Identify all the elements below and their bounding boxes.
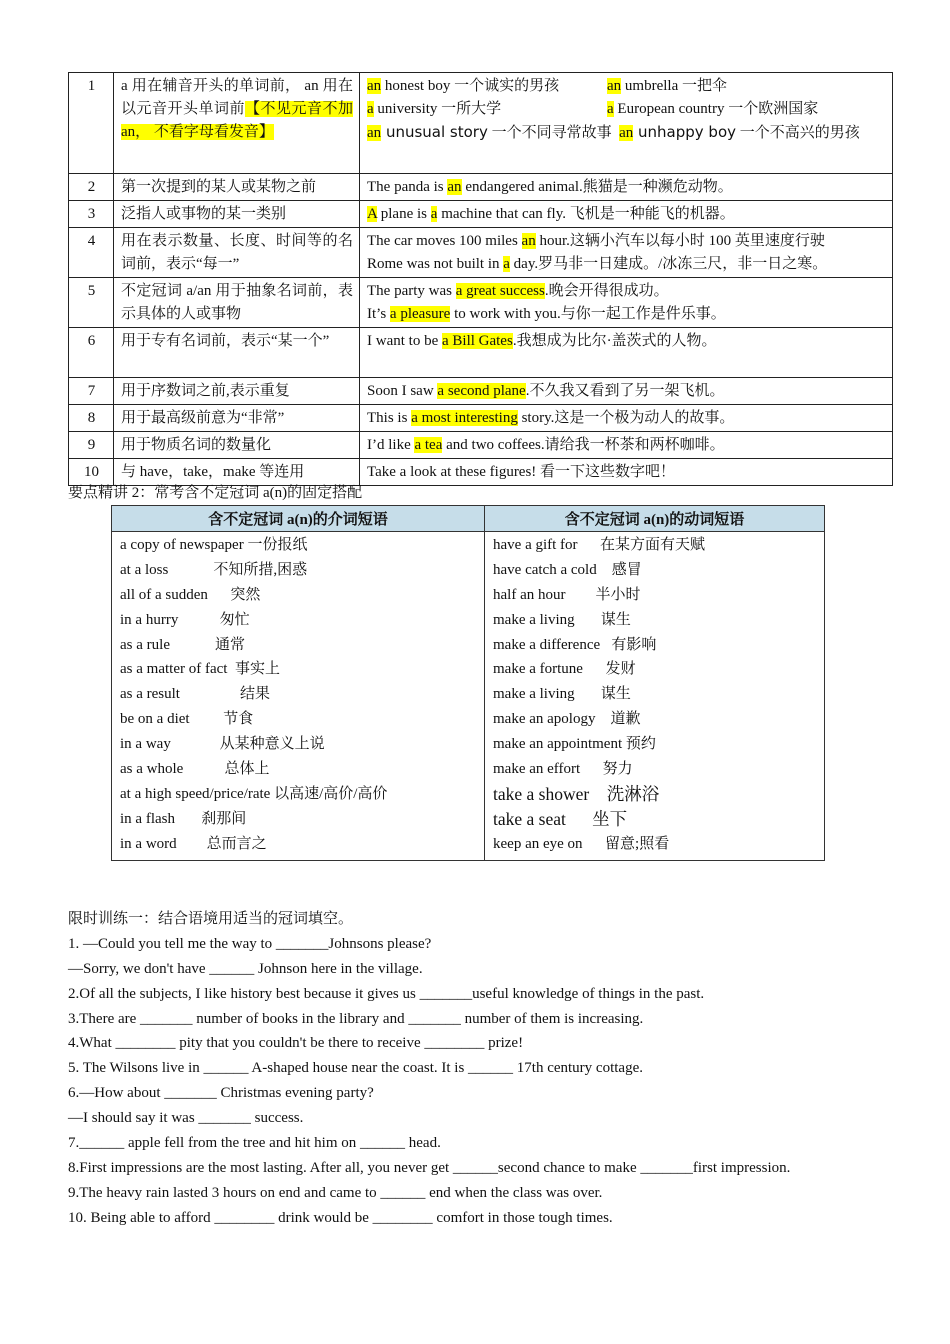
usage-rule-highlight: 【不见元音不加 an， 不看字母看发音】: [121, 101, 353, 140]
prepositional-phrase-list: [112, 532, 485, 861]
example-text: machine that can fly. 飞机是一种能飞的机器。: [437, 206, 735, 222]
example-text: honest boy 一个诚实的男孩: [381, 78, 560, 94]
fixed-phrase-table: [111, 505, 825, 861]
list-item: a copy of newspaper 一份报纸: [120, 537, 308, 553]
usage-rule: 用于序数词之前,表示重复: [114, 378, 360, 405]
example-text: .我想成为比尔·盖茨式的人物。: [512, 333, 717, 349]
exercise-item: —Sorry, we don't have ______ Johnson here in the village.: [68, 960, 423, 977]
list-item: take a shower 洗淋浴: [493, 783, 660, 804]
highlighted-phrase: a great success: [455, 283, 545, 299]
exercise-item: 5. The Wilsons live in ______ A-shaped house near the coast. It is ______ 17th century cottage.: [68, 1060, 643, 1077]
list-item: in a hurry 匆忙: [120, 611, 250, 628]
example-text: day.罗马非一日建成。/冰冻三尺，非一日之寒。: [509, 256, 828, 272]
row-number: 4: [69, 228, 114, 278]
usage-example: [360, 174, 893, 201]
list-item: in a way 从某种意义上说: [120, 736, 325, 753]
usage-example: [360, 328, 893, 378]
list-item: as a result 结果: [120, 686, 270, 703]
exercise-item: 10. Being able to afford ________ drink would be ________ comfort in those tough times.: [68, 1209, 613, 1226]
example-text: European country 一个欧洲国家: [613, 101, 819, 117]
usage-example: [360, 378, 893, 405]
table-row: [69, 73, 893, 174]
list-item: half an hour 半小时: [493, 586, 641, 603]
example-text: to work with you.与你一起工作是件乐事。: [450, 306, 726, 322]
list-item: be on a diet 节食: [120, 711, 254, 728]
list-item: have catch a cold 感冒: [493, 561, 642, 578]
table-row: [69, 405, 893, 432]
verb-phrase-list: [485, 532, 825, 861]
highlighted-article: A: [367, 206, 378, 222]
column-header: 含不定冠词 a(n)的介词短语: [112, 506, 485, 532]
example-text: The panda is: [367, 179, 448, 195]
usage-example: [360, 73, 893, 174]
example-text: This is: [367, 410, 412, 426]
row-number: 2: [69, 174, 114, 201]
example-text: 一个不同寻常故事: [487, 125, 612, 141]
usage-example: Take a look at these figures! 看一下这些数字吧！: [360, 459, 893, 486]
row-number: 3: [69, 201, 114, 228]
highlighted-phrase: a most interesting: [411, 410, 518, 426]
list-item: at a loss 不知所措,困惑: [120, 561, 308, 578]
example-text: Soon I saw: [367, 383, 438, 399]
example-text: The party was: [367, 283, 456, 299]
list-item: in a word 总而言之: [120, 835, 267, 852]
exercise-item: 9.The heavy rain lasted 3 hours on end and came to ______ end when the class was over.: [68, 1184, 603, 1201]
highlighted-article: an: [367, 78, 382, 94]
article-usage-table: [68, 72, 893, 486]
exercise-section: [68, 907, 908, 1231]
usage-rule-text: a 用在辅音开头的单词前， an 用在以元音开头单词前: [121, 78, 353, 117]
usage-example: [360, 432, 893, 459]
list-item: make a living 谋生: [493, 686, 631, 703]
highlighted-phrase: a Bill Gates: [441, 333, 513, 349]
highlighted-phrase: a pleasure: [389, 306, 451, 322]
example-text: story.这是一个极为动人的故事。: [517, 410, 735, 426]
exercise-item: —I should say it was _______ success.: [68, 1110, 304, 1127]
list-item: as a rule 通常: [120, 636, 245, 653]
list-item: in a flash 刹那间: [120, 810, 247, 827]
example-text: umbrella 一把伞: [621, 78, 727, 94]
usage-rule: 与 have，take，make 等连用: [114, 459, 360, 486]
row-number: 9: [69, 432, 114, 459]
table-row: [69, 378, 893, 405]
example-text: Rome was not built in: [367, 256, 504, 272]
usage-rule: 用于最高级前意为“非常”: [114, 405, 360, 432]
example-word: unusual story: [381, 123, 488, 141]
list-item: as a whole 总体上: [120, 761, 270, 778]
example-text: university 一所大学: [373, 101, 502, 117]
table-row: [69, 201, 893, 228]
table-row: [69, 328, 893, 378]
example-text: hour.这辆小汽车以每小时 100 英里速度行驶: [535, 233, 825, 249]
highlighted-article: a: [607, 101, 614, 117]
row-number: 10: [69, 459, 114, 486]
example-text: .不久我又看到了另一架飞机。: [525, 383, 725, 399]
example-text: I want to be: [367, 333, 442, 349]
usage-rule: 泛指人或事物的某一类别: [114, 201, 360, 228]
exercise-title: 限时训练一：结合语境用适当的冠词填空。: [68, 911, 354, 927]
highlighted-article: a: [367, 101, 374, 117]
list-item: at a high speed/price/rate 以高速/高价/高价: [120, 785, 388, 802]
column-header: 含不定冠词 a(n)的动词短语: [485, 506, 825, 532]
usage-example: [360, 278, 893, 328]
list-item: make an appointment 预约: [493, 736, 656, 753]
row-number: 8: [69, 405, 114, 432]
highlighted-article: an: [521, 233, 536, 249]
exercise-item: 6.—How about _______ Christmas evening party?: [68, 1085, 374, 1102]
exercise-item: 3.There are _______ number of books in the library and _______ number of them is increasing.: [68, 1010, 644, 1027]
usage-example: [360, 201, 893, 228]
usage-rule: 第一次提到的某人或某物之前: [114, 174, 360, 201]
highlighted-article: an: [367, 125, 382, 141]
table-row: [69, 432, 893, 459]
row-number: 5: [69, 278, 114, 328]
list-item: make an apology 道歉: [493, 711, 641, 728]
highlighted-article: an: [619, 125, 634, 141]
highlighted-article: a: [503, 256, 510, 272]
table-row: [112, 532, 825, 861]
list-item: make a living 谋生: [493, 611, 631, 628]
example-text: The car moves 100 miles: [367, 233, 522, 249]
usage-rule: 用于专有名词前，表示“某一个”: [114, 328, 360, 378]
exercise-item: 2.Of all the subjects, I like history best because it gives us _______useful knowledge of things in the past.: [68, 985, 705, 1002]
list-item: make a fortune 发财: [493, 661, 636, 678]
row-number: 7: [69, 378, 114, 405]
list-item: make a difference 有影响: [493, 636, 657, 653]
example-text: It’s: [367, 306, 390, 322]
exercise-item: 7.______ apple fell from the tree and hit him on ______ head.: [68, 1135, 441, 1152]
highlighted-phrase: a tea: [414, 437, 443, 453]
list-item: take a seat 坐下: [493, 808, 628, 829]
example-word: unhappy boy: [633, 123, 737, 141]
example-text: 一个不高兴的男孩: [736, 125, 860, 141]
section-heading: 要点精讲 2：常考含不定冠词 a(n)的固定搭配: [68, 485, 363, 501]
table-header-row: [112, 506, 825, 532]
table-row: [69, 278, 893, 328]
example-text: .晚会开得很成功。: [544, 283, 669, 299]
example-text: I’d like: [367, 437, 415, 453]
table-row: [69, 174, 893, 201]
list-item: as a matter of fact 事实上: [120, 661, 280, 678]
example-text: and two coffees.请给我一杯茶和两杯咖啡。: [442, 437, 725, 453]
list-item: have a gift for 在某方面有天赋: [493, 537, 706, 553]
list-item: all of a sudden 突然: [120, 586, 261, 603]
example-text: plane is: [377, 206, 431, 222]
usage-rule: 用在表示数量、长度、时间等的名词前，表示“每一”: [114, 228, 360, 278]
row-number: 1: [69, 73, 114, 174]
highlighted-article: an: [607, 78, 622, 94]
usage-rule: 用于物质名词的数量化: [114, 432, 360, 459]
exercise-item: 8.First impressions are the most lasting. After all, you never get ______second chance to make _______first impression.: [68, 1159, 791, 1176]
usage-rule: 不定冠词 a/an 用于抽象名词前，表示具体的人或事物: [114, 278, 360, 328]
exercise-item: 1. —Could you tell me the way to _______Johnsons please?: [68, 935, 432, 952]
usage-rule: [114, 73, 360, 174]
highlighted-article: an: [447, 179, 462, 195]
exercise-item: 4.What ________ pity that you couldn't be there to receive ________ prize!: [68, 1035, 524, 1052]
highlighted-phrase: a second plane: [437, 383, 526, 399]
list-item: make an effort 努力: [493, 761, 633, 778]
highlighted-article: a: [430, 206, 438, 222]
usage-example: [360, 228, 893, 278]
row-number: 6: [69, 328, 114, 378]
table-row: [69, 228, 893, 278]
usage-example: [360, 405, 893, 432]
example-text: endangered animal.熊猫是一种濒危动物。: [461, 179, 733, 195]
list-item: keep an eye on 留意;照看: [493, 835, 670, 852]
